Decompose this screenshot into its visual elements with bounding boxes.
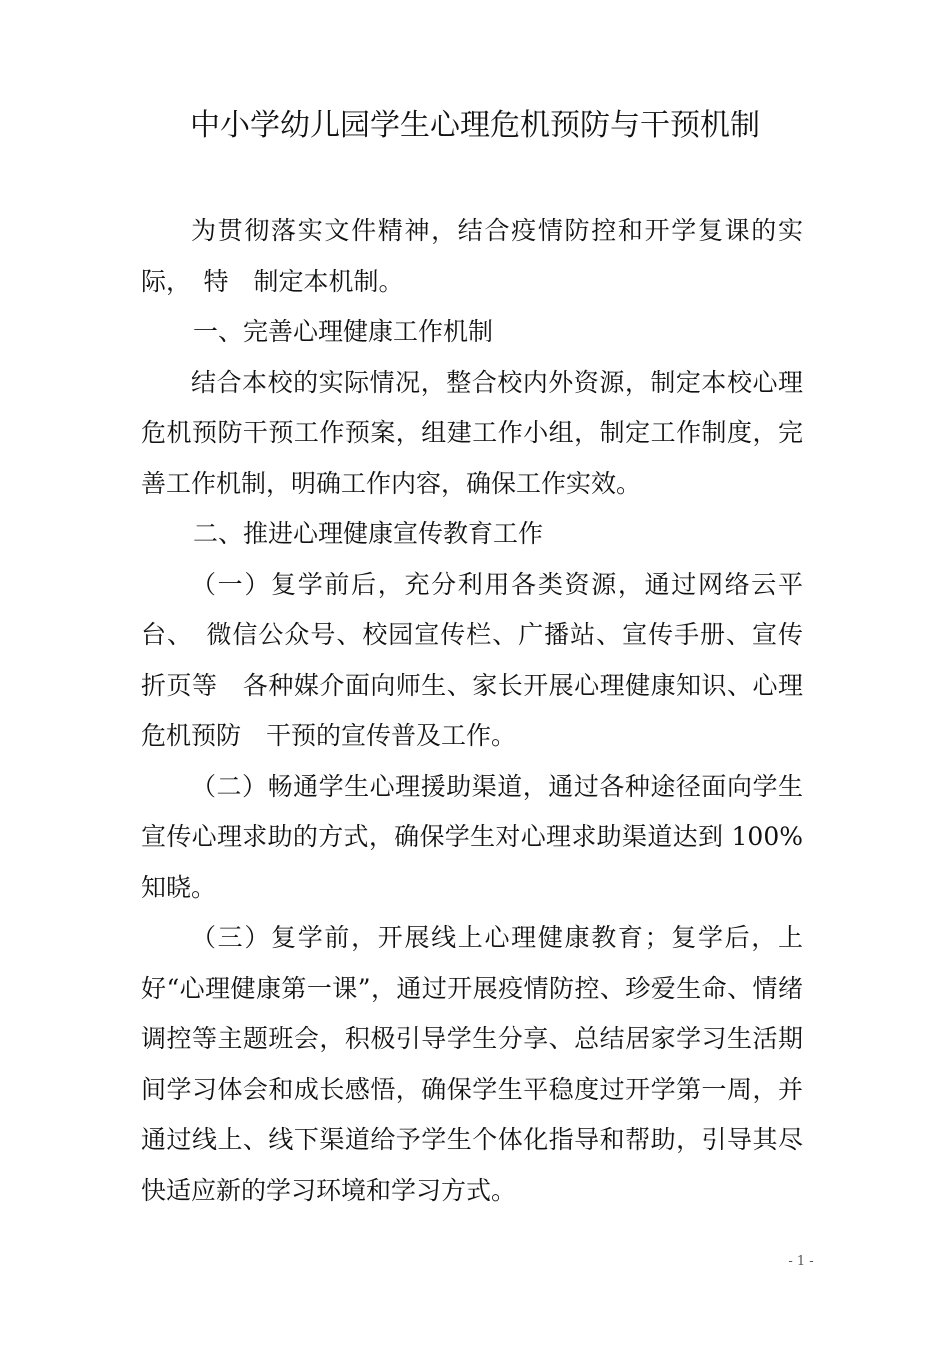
document-title: 中小学幼儿园学生心理危机预防与干预机制: [190, 108, 760, 143]
item-1-paragraph: （一）复学前后，充分利用各类资源，通过网络云平台、 微信公众号、校园宣传栏、广播站、宣传手册、宣传折页等 各种媒介面向师生、家长开展心理健康知识、心理危机预防 干预的宣传普及工作。: [141, 569, 803, 750]
document-body: [141, 206, 803, 1216]
page-number: - 1 -: [788, 1254, 814, 1269]
section-1-paragraph: 结合本校的实际情况，整合校内外资源，制定本校心理危机预防干预工作预案，组建工作小组，制定工作制度，完善工作机制，明确工作内容，确保工作实效。: [141, 367, 803, 498]
intro-paragraph: 为贯彻落实文件精神，结合疫情防控和开学复课的实际， 特 制定本机制。: [141, 216, 803, 296]
item-3-paragraph: （三）复学前，开展线上心理健康教育；复学后，上好“心理健康第一课”，通过开展疫情防控、珍爱生命、情绪调控等主题班会，积极引导学生分享、总结居家学习生活期间学习体会和成长感悟，确保学生平稳度过开学第一周，并通过线上、线下渠道给予学生个体化指导和帮助，引导其尽快适应新的学习环境和学习方式。: [141, 923, 803, 1205]
section-heading-2: 二、推进心理健康宣传教育工作: [193, 519, 544, 548]
section-heading-1: 一、完善心理健康工作机制: [193, 317, 494, 346]
item-2-paragraph: （二）畅通学生心理援助渠道，通过各种途径面向学生宣传心理求助的方式，确保学生对心理求助渠道达到 100% 知晓。: [141, 771, 803, 902]
